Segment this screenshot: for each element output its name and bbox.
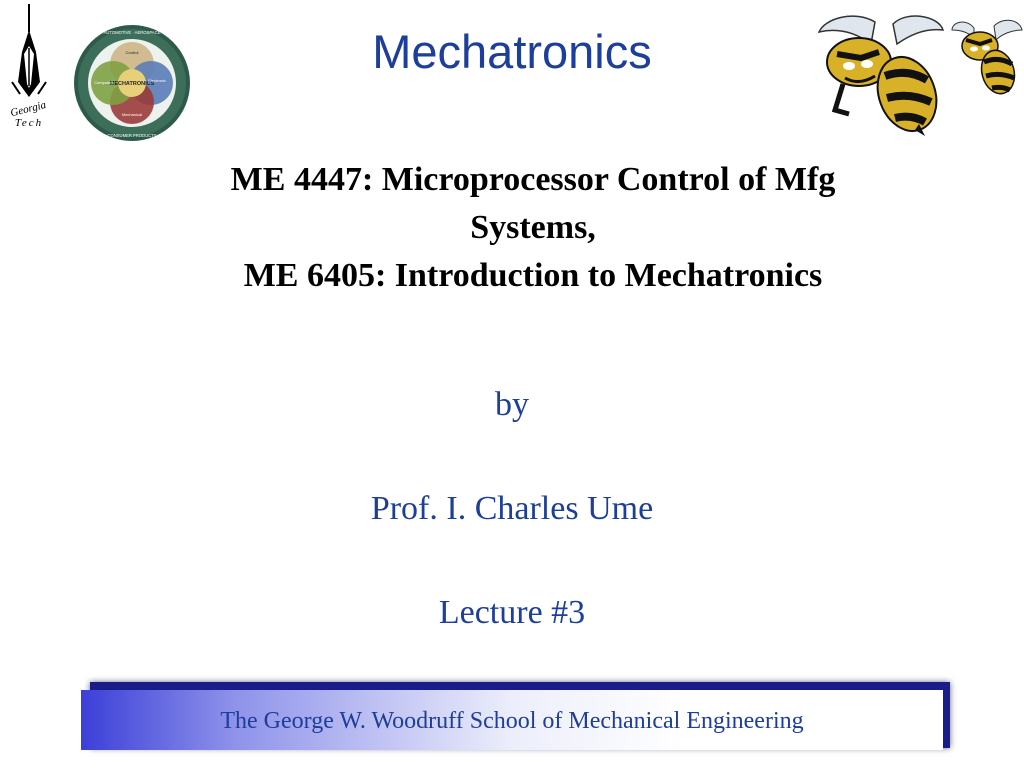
- svg-text:Georgia: Georgia: [9, 98, 48, 120]
- footer-banner: [81, 690, 943, 750]
- course-title-line-3: ME 6405: Introduction to Mechatronics: [243, 257, 823, 294]
- footer-text: The George W. Woodruff School of Mechanical Engineering: [220, 708, 804, 734]
- svg-text:CONSUMER PRODUCTS: CONSUMER PRODUCTS: [107, 133, 157, 138]
- svg-text:Electronic: Electronic: [148, 78, 166, 83]
- svg-text:Control: Control: [125, 50, 139, 55]
- lecture-number: Lecture #3: [438, 594, 586, 631]
- course-title-line-2: Systems,: [470, 209, 596, 246]
- byline: by: [495, 386, 529, 423]
- svg-text:MECHATRONICS: MECHATRONICS: [109, 81, 155, 87]
- svg-text:Computers: Computers: [94, 80, 114, 85]
- course-title-line-1: ME 4447: Microprocessor Control of Mfg: [230, 161, 836, 198]
- course-title: [150, 156, 916, 300]
- svg-text:Tech: Tech: [14, 117, 44, 129]
- svg-text:Mechanical: Mechanical: [121, 112, 143, 117]
- author-name: Prof. I. Charles Ume: [370, 490, 654, 527]
- svg-text:AUTOMOTIVE · AEROSPACE: AUTOMOTIVE · AEROSPACE: [103, 30, 161, 35]
- slide-title: Mechatronics: [372, 25, 652, 78]
